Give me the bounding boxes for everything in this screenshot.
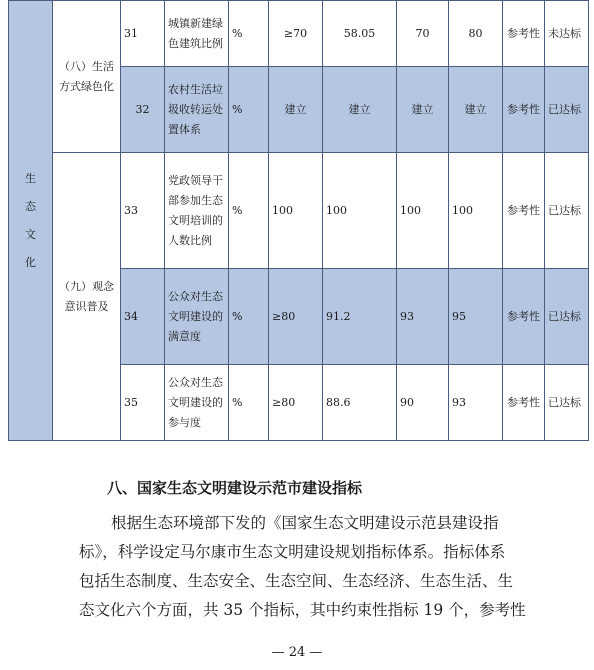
row-34-status: 已达标 (545, 269, 589, 365)
row-32-type: 参考性 (503, 67, 545, 153)
row-32-v2: 建立 (397, 67, 449, 153)
row-33-target: 100 (269, 153, 323, 269)
group-cell-9: （九）观念意识普及 (53, 153, 121, 441)
row-32-target: 建立 (269, 67, 323, 153)
row-33-name: 党政领导干部参加生态文明培训的人数比例 (165, 153, 229, 269)
row-33-unit: % (229, 153, 269, 269)
row-35-no: 35 (121, 365, 165, 441)
row-35-v2: 90 (397, 365, 449, 441)
section-heading: 八、国家生态文明建设示范市建设指标 (107, 479, 363, 497)
row-34-v2: 93 (397, 269, 449, 365)
row-33-status: 已达标 (545, 153, 589, 269)
page-number: — 24 — (271, 645, 323, 660)
row-35-target: ≥80 (269, 365, 323, 441)
row-34-unit: % (229, 269, 269, 365)
row-33-v2: 100 (397, 153, 449, 269)
row-31-status: 未达标 (545, 1, 589, 67)
row-32-no: 32 (121, 67, 165, 153)
row-33-no: 33 (121, 153, 165, 269)
indicator-table (8, 0, 589, 441)
row-31-no: 31 (121, 1, 165, 67)
row-32-name: 农村生活垃圾收转运处置体系 (165, 67, 229, 153)
row-34-type: 参考性 (503, 269, 545, 365)
row-32-status: 已达标 (545, 67, 589, 153)
row-31-unit: % (229, 1, 269, 67)
paragraph-line-2: 标》，科学设定马尔康市生态文明建设规划指标体系。指标体系 (79, 543, 506, 561)
category-cell (9, 1, 53, 441)
paragraph-line-4: 态文化六个方面，共 35 个指标，其中约束性指标 19 个，参考性 (79, 601, 526, 619)
row-31-type: 参考性 (503, 1, 545, 67)
row-35-status: 已达标 (545, 365, 589, 441)
row-32-v3: 建立 (449, 67, 503, 153)
row-34-v1: 91.2 (323, 269, 397, 365)
paragraph-line-1: 根据生态环境部下发的《国家生态文明建设示范县建设指 (111, 514, 499, 532)
row-33-v1: 100 (323, 153, 397, 269)
row-35-v3: 93 (449, 365, 503, 441)
row-31-v2: 70 (397, 1, 449, 67)
row-35-name: 公众对生态文明建设的参与度 (165, 365, 229, 441)
row-35-type: 参考性 (503, 365, 545, 441)
paragraph-line-3: 包括生态制度、生态安全、生态空间、生态经济、生态生活、生 (79, 572, 514, 590)
row-34-target: ≥80 (269, 269, 323, 365)
row-31-v3: 80 (449, 1, 503, 67)
row-32-v1: 建立 (323, 67, 397, 153)
row-34-v3: 95 (449, 269, 503, 365)
row-31-v1: 58.05 (323, 1, 397, 67)
row-35-unit: % (229, 365, 269, 441)
row-35-v1: 88.6 (323, 365, 397, 441)
row-32-unit: % (229, 67, 269, 153)
row-34-name: 公众对生态文明建设的满意度 (165, 269, 229, 365)
category-label: 生 态 文 化 (25, 171, 36, 269)
group-cell-8: （八）生活方式绿色化 (53, 1, 121, 153)
row-31-name: 城镇新建绿色建筑比例 (165, 1, 229, 67)
row-33-v3: 100 (449, 153, 503, 269)
row-33-type: 参考性 (503, 153, 545, 269)
row-34-no: 34 (121, 269, 165, 365)
row-31-target: ≥70 (269, 1, 323, 67)
